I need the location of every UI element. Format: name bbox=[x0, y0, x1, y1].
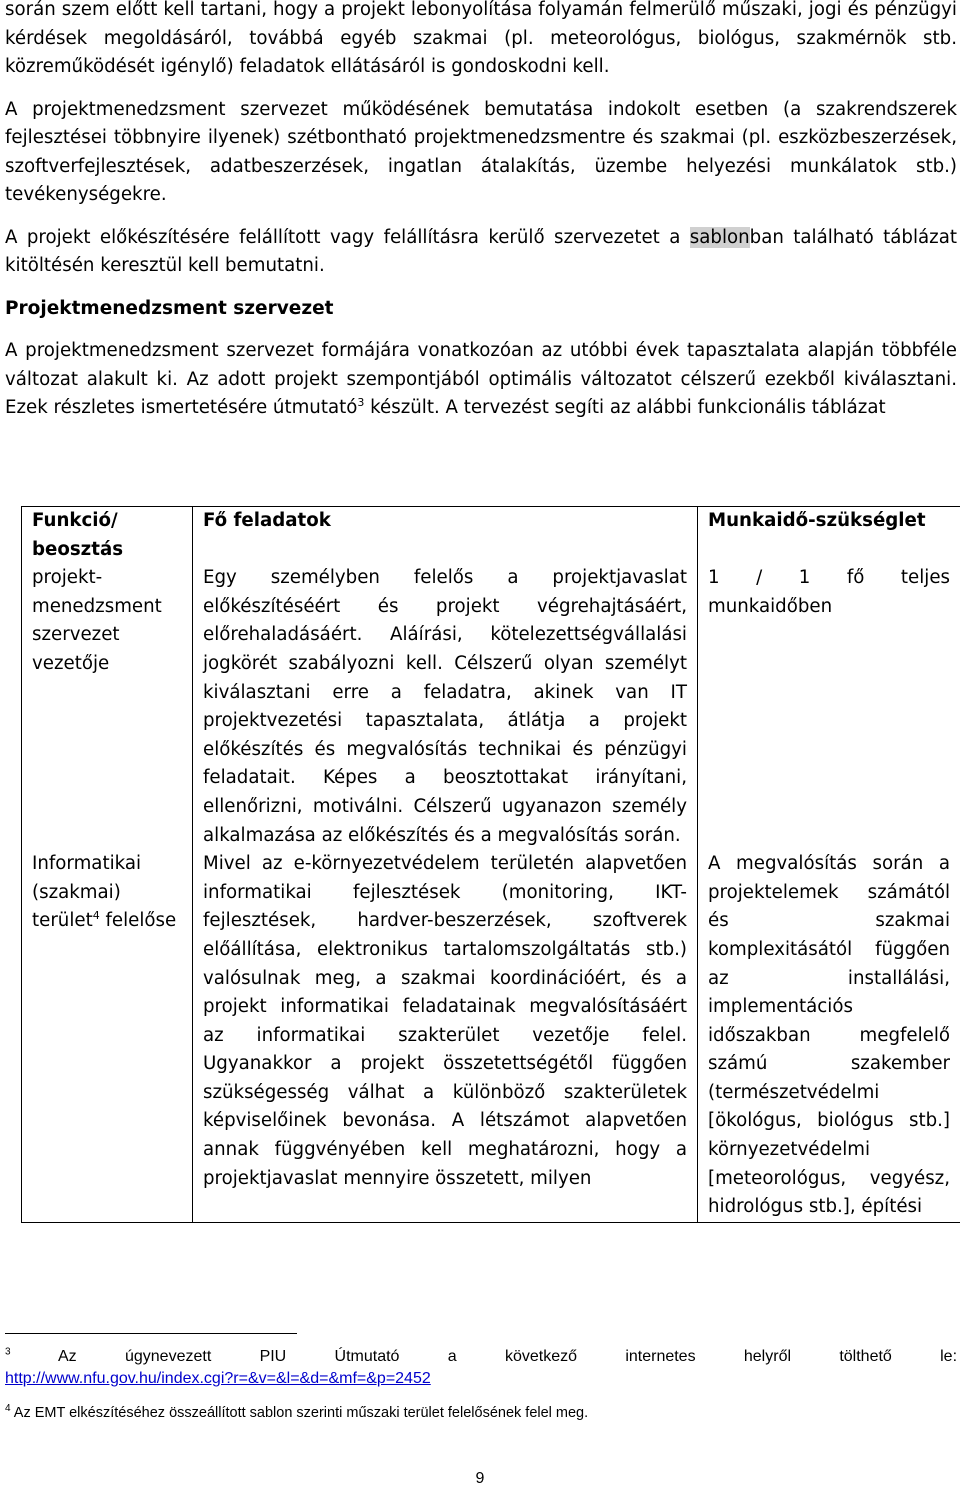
document-page bbox=[5, 0, 957, 437]
footnote-4 bbox=[5, 1402, 957, 1424]
table-row bbox=[22, 564, 960, 850]
footnote-mark-4: 4 bbox=[5, 1403, 11, 1415]
forms-text-after: készült. A tervezést segíti az alábbi funkcionális táblázat bbox=[364, 397, 886, 418]
footnote-3-text: Az úgynevezett PIU Útmutató a következő internetes helyről tölthető le: bbox=[58, 1348, 958, 1365]
footnote-4-text: Az EMT elkészítéséhez összeállított sablon szerinti műszaki terület felelősének felel meg. bbox=[13, 1405, 589, 1421]
cell-function: projekt-menedzsment szervezet vezetője bbox=[22, 564, 193, 850]
footnote-3-link[interactable]: http://www.nfu.gov.hu/index.cgi?r=&v=&l=&d=&mf=&p=2452 bbox=[5, 1370, 431, 1387]
cell-time: 1 / 1 fő teljes munkaidőben bbox=[698, 564, 960, 850]
template-text-after: ban található táblázat kitöltésén keresztül kell bemutatni. bbox=[5, 226, 957, 276]
section-heading: Projektmenedzsment szervezet bbox=[5, 297, 334, 319]
functional-table bbox=[21, 506, 960, 1223]
header-main-tasks: Fő feladatok bbox=[193, 507, 698, 565]
paragraph-intro: során szem előtt kell tartani, hogy a projekt lebonyolítása folyamán felmerülő műszaki, jogi és pénzügyi kérdések megoldásáról, továbbá egyéb szakmai (pl. meteorológus, biológus, szakmérnök stb. közreműködését igénylő) feladatok ellátásáról is gondoskodni kell. bbox=[5, 0, 957, 77]
paragraph-template bbox=[5, 224, 957, 281]
table-row bbox=[22, 850, 960, 1222]
paragraph-organization-presentation: A projektmenedzsment szervezet működésének bemutatása indokolt esetben (a szakrendszerek fejlesztései többnyire ilyenek) szétbontható projektmenedzsmentre és szakmai (pl. eszközbeszerzések, szoftverfejlesztések, adatbeszerzések, ingatlan átalakítás, üzembe helyezési munkálatok stb.) tevékenységekre. bbox=[5, 98, 957, 205]
template-text-before: A projekt előkészítésére felállított vagy felállításra kerülő szervezetet a bbox=[5, 226, 690, 248]
header-working-time: Munkaidő-szükséglet bbox=[698, 507, 960, 565]
cell-time: A megvalósítás során a projektelemek számától és szakmai komplexitásától függően az installálási, implementációs időszakban megfelelő számú szakember (természetvédelmi [ökológus, biológus stb.] környezetvédelmi [meteorológus, vegyész, hidrológus stb.], építési bbox=[698, 850, 960, 1222]
cell-tasks: Mivel az e-környezetvédelem területén alapvetően informatikai fejlesztések (monitoring, IKT-fejlesztések, hardver-beszerzések, szoftverek előállítása, elektronikus tartalomszolgáltatás stb.) valósulnak meg, a szakmai koordinációért, és a projekt informatikai feladatainak megvalósításáért az informatikai szakterület vezetője felel. Ugyanakkor a projekt összetettségétől függően szükségesség válhat a különböző szakterületek képviselőinek bevonása. A létszámot alapvetően annak függvényében kell meghatározni, hogy a projektjavaslat mennyire összetett, milyen bbox=[193, 850, 698, 1222]
footnote-separator bbox=[5, 1333, 297, 1334]
function-label: Informatikai (szakmai) terület bbox=[32, 853, 142, 932]
forms-text-before: A projektmenedzsment szervezet formájára vonatkozóan az utóbbi évek tapasztalata alapján többféle változat alakult ki. Az adott projekt szempontjából optimális változatot célszerű ezekből kiválasztani. Ezek részletes ismertetésére útmutató bbox=[5, 340, 957, 418]
footnote-ref-3[interactable]: 3 bbox=[357, 395, 365, 409]
footnote-3 bbox=[5, 1346, 957, 1390]
cell-tasks: Egy személyben felelős a projektjavaslat előkészítéséért és projekt végrehajtásáért, előrehaladásáért. Aláírási, kötelezettségvállalási jogkörét szabályozni kell. Célszerű olyan személyt kiválasztani erre a feladatra, akinek van IT projektvezetési tapasztalata, átlátja a projekt előkészítés és megvalósítás technikai és pénzügyi feladatait. Képes a beosztottakat irányítani, ellenőrizni, motiválni. Célszerű ugyanazon személy alkalmazása az előkészítés és a megvalósítás során. bbox=[193, 564, 698, 850]
page-number: 9 bbox=[475, 1470, 485, 1487]
function-label-after: felelőse bbox=[99, 910, 177, 932]
paragraph-organization-forms bbox=[5, 337, 957, 423]
table-header-row bbox=[22, 507, 960, 565]
header-function: Funkció/ beosztás bbox=[22, 507, 193, 565]
highlighted-word: sablon bbox=[689, 226, 750, 248]
footnote-ref-4[interactable]: 4 bbox=[92, 909, 100, 923]
cell-function bbox=[22, 850, 193, 1222]
footnote-mark-3: 3 bbox=[5, 1346, 11, 1358]
